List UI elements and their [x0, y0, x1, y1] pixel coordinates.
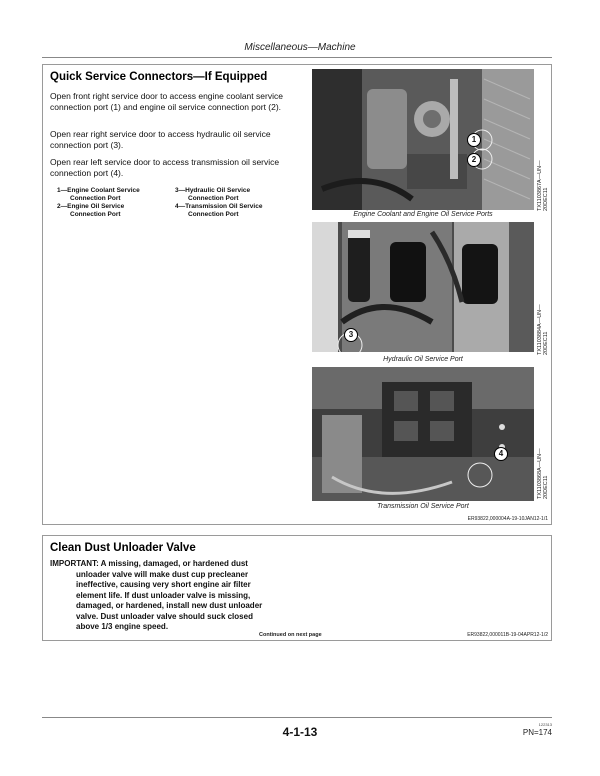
legend-item-1: 1—Engine Coolant Service Connection Port	[57, 187, 140, 202]
footer-rule	[42, 717, 552, 718]
paragraph-3: Open rear left service door to access transmission oil service connection port (4).	[50, 157, 280, 178]
engine-coolant-oil-photo	[312, 69, 534, 210]
section-2-ref-code: ER93822,000011B-19-04APR12-1/2	[467, 632, 548, 638]
hydraulic-oil-photo	[312, 222, 534, 352]
figure-1-caption: Engine Coolant and Engine Oil Service Ports	[353, 211, 493, 218]
section-title: Quick Service Connectors—If Equipped	[50, 71, 268, 83]
callout-4: 4	[494, 447, 508, 461]
important-label: IMPORTANT:	[50, 559, 99, 568]
transmission-oil-photo	[312, 367, 534, 501]
section-title: Clean Dust Unloader Valve	[50, 542, 196, 554]
important-line-6: valve. Dust unloader valve should suck closed	[76, 611, 253, 621]
footer-pn: PN=174	[522, 728, 552, 737]
important-line-4: element life. If dust unloader valve is missing,	[76, 590, 251, 600]
important-notice	[50, 559, 350, 633]
legend-item-3: 3—Hydraulic Oil Service Connection Port	[175, 187, 251, 202]
legend-item-4: 4—Transmission Oil Service Connection Port	[175, 203, 263, 218]
section-1-ref-code: ER93822,000004A-19-10JAN12-1/1	[467, 516, 548, 522]
header-rule	[42, 57, 552, 58]
callout-2: 2	[467, 153, 481, 167]
figure-2-caption: Hydraulic Oil Service Port	[383, 356, 463, 363]
important-first-line: A missing, damaged, or hardened dust	[100, 559, 248, 568]
figure-2-code: TX1103884A—UN—20DEC11	[537, 304, 549, 355]
clean-dust-unloader-section	[42, 535, 552, 641]
paragraph-2: Open rear right service door to access hydraulic oil service connection port (3).	[50, 129, 271, 150]
callout-3: 3	[344, 328, 358, 342]
important-line-7: above 1/3 engine speed.	[76, 622, 169, 631]
quick-service-connectors-section	[42, 64, 552, 525]
page-number: 4-1-13	[282, 725, 318, 739]
paragraph-1: Open front right service door to access engine coolant service connection port (1) and engine oil service connection port (2).	[50, 91, 283, 112]
figure-3-code: TX1103868A—UN—20DEC11	[537, 448, 549, 499]
important-line-3: ineffective, causing very short engine air filter	[76, 580, 251, 589]
legend-item-2: 2—Engine Oil Service Connection Port	[57, 203, 125, 218]
running-head: Miscellaneous—Machine	[244, 42, 356, 53]
callout-1: 1	[467, 133, 481, 147]
figure-1-code: TX1103867A—UN—20DEC11	[537, 160, 549, 211]
continued-note: Continued on next page	[259, 632, 322, 638]
important-line-5: damaged, or hardened, install new dust unloader	[76, 601, 263, 610]
figure-3-caption: Transmission Oil Service Port	[377, 503, 469, 510]
footer-date: 122313	[538, 722, 552, 727]
important-line-2: unloader valve will make dust cup precleaner	[76, 569, 249, 579]
